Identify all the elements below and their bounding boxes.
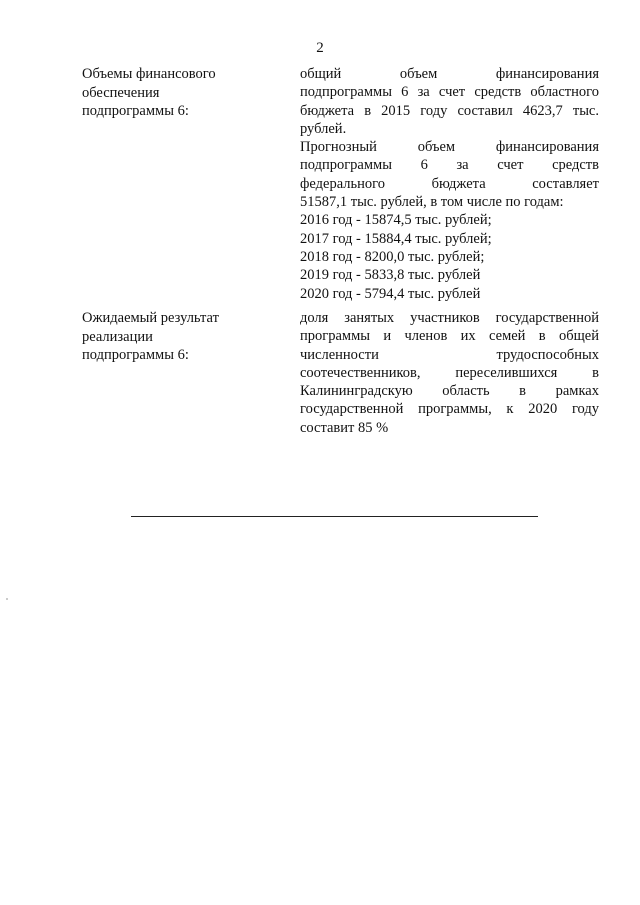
value-line: 2019 год - 5833,8 тыс. рублей (300, 267, 481, 284)
value-line: Прогнозный объем финансирования (300, 139, 599, 156)
expected-result-value (300, 309, 599, 437)
value-line: Калининградскую область в рамках (300, 383, 599, 400)
label-line: обеспечения (82, 84, 160, 101)
expected-result-section (82, 309, 602, 439)
label-line: Ожидаемый результат (82, 310, 219, 326)
value-line: 2018 год - 8200,0 тыс. рублей; (300, 248, 485, 265)
value-line: программы и членов их семей в общей (300, 328, 599, 345)
page-number: 2 (316, 40, 324, 56)
value-line: 2020 год - 5794,4 тыс. рублей (300, 285, 481, 302)
label-line: подпрограммы 6: (82, 103, 189, 119)
value-line: подпрограммы 6 за счет средств (300, 157, 599, 174)
value-line: подпрограммы 6 за счет средств областного (300, 84, 599, 101)
value-line: 51587,1 тыс. рублей, в том числе по годам: (300, 194, 564, 211)
value-line: бюджета в 2015 году составил 4623,7 тыс. (300, 102, 599, 119)
label-line: реализации (82, 328, 153, 345)
value-line: федерального бюджета составляет (300, 175, 599, 192)
label-line: подпрограммы 6: (82, 347, 189, 363)
closing-rule (131, 516, 538, 517)
scan-speck (6, 598, 8, 600)
label-line: Объемы финансового (82, 66, 216, 82)
value-line: рублей. (300, 120, 347, 137)
value-line: общий объем финансирования (300, 66, 599, 82)
value-line: государственной программы, к 2020 году (300, 401, 599, 418)
value-line: численности трудоспособных (300, 346, 599, 363)
value-line: 2017 год - 15884,4 тыс. рублей; (300, 230, 492, 247)
expected-result-label (82, 309, 262, 365)
value-line: соотечественников, переселившихся в (300, 364, 599, 381)
value-line: доля занятых участников государственной (300, 310, 599, 326)
value-line: составит 85 % (300, 419, 389, 436)
financing-section (82, 65, 602, 302)
financing-label (82, 65, 262, 121)
value-line: 2016 год - 15874,5 тыс. рублей; (300, 212, 492, 229)
financing-value (300, 65, 599, 303)
